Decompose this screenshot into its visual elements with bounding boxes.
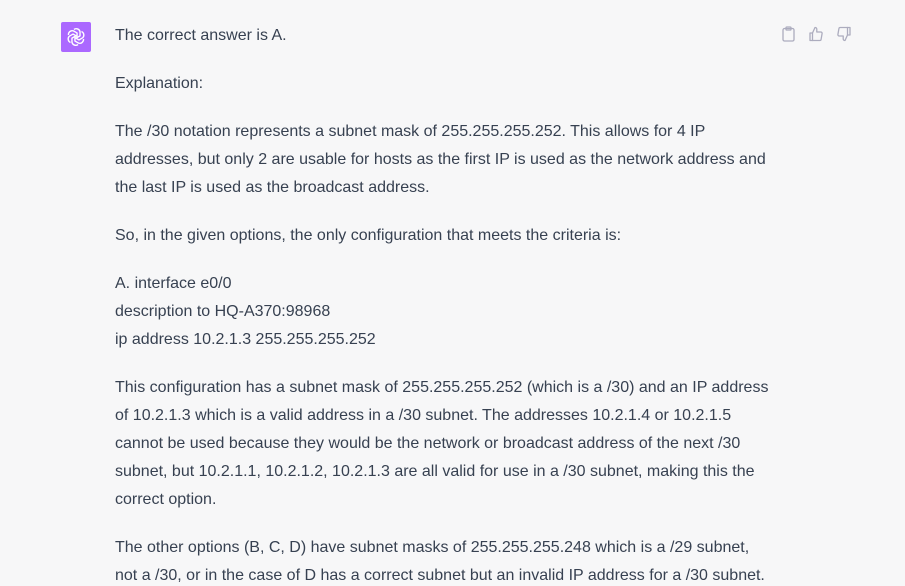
- explanation-heading: Explanation:: [115, 75, 204, 92]
- config-block: [115, 270, 775, 354]
- justification-paragraph: This configuration has a subnet mask of 255.255.255.252 (which is a /30) and an IP address of 10.2.1.3 which is a valid address in a /30 subnet. The addresses 10.2.1.4 or 10.2.1.5 cannot be used because they would be the network or broadcast address of the next /30 subnet, but 10.2.1.1, 10.2.1.2, 10.2.1.3 are all valid for use in a /30 subnet, making this the correct option.: [115, 379, 769, 508]
- thumbs-down-button[interactable]: [834, 24, 854, 44]
- criteria-paragraph: So, in the given options, the only configuration that meets the criteria is:: [115, 227, 622, 244]
- config-line: description to HQ-A370:98968: [115, 303, 331, 320]
- message-actions: [778, 24, 854, 44]
- copy-button[interactable]: [778, 24, 798, 44]
- thumbs-up-icon: [808, 26, 824, 42]
- assistant-avatar: [61, 22, 91, 52]
- other-options-paragraph: The other options (B, C, D) have subnet masks of 255.255.255.248 which is a /29 subnet, not a /30, or in the case of D has a correct subnet but an invalid IP address for a /30 subnet.: [115, 539, 765, 584]
- answer-line: The correct answer is A.: [115, 27, 287, 44]
- clipboard-icon: [781, 26, 796, 42]
- openai-logo-icon: [65, 26, 87, 48]
- message-content: [115, 22, 775, 586]
- thumbs-down-icon: [836, 26, 852, 42]
- thumbs-up-button[interactable]: [806, 24, 826, 44]
- config-line: ip address 10.2.1.3 255.255.255.252: [115, 331, 376, 348]
- config-line: A. interface e0/0: [115, 275, 232, 292]
- explanation-paragraph: The /30 notation represents a subnet mask of 255.255.255.252. This allows for 4 IP addresses, but only 2 are usable for hosts as the first IP is used as the network address and the last IP is used as the broadcast address.: [115, 123, 766, 196]
